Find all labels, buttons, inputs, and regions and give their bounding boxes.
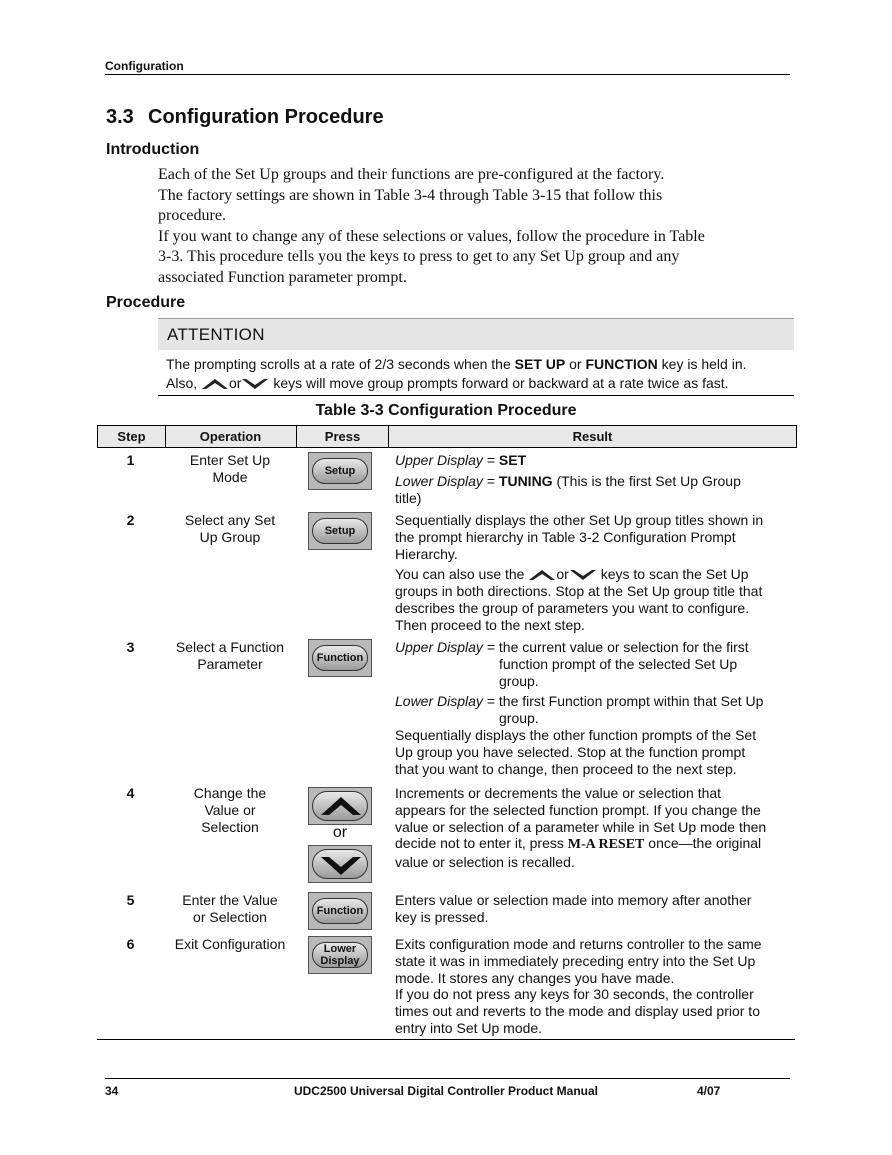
section-title-text: Configuration Procedure: [148, 106, 384, 128]
operation-text: Select a Function: [175, 639, 285, 655]
result-text: Increments or decrements the value or selection that: [395, 785, 722, 801]
attention-text-part: or: [565, 356, 586, 372]
result-text: Sequentially displays the other function prompts of the Set: [395, 726, 757, 743]
table-title: Table 3-3 Configuration Procedure: [315, 402, 577, 419]
lower-display-key: [308, 936, 372, 974]
operation-text: Exit Configuration: [174, 936, 286, 952]
setup-key-label: Setup: [312, 518, 368, 544]
introduction-heading: Introduction: [106, 141, 200, 158]
result-text: Exits configuration mode and returns controller to the same: [395, 936, 762, 952]
result-text: value or selection is recalled.: [395, 854, 575, 871]
procedure-heading: Procedure: [106, 294, 186, 311]
attention-text-part: Also,: [166, 375, 202, 391]
page-number: 34: [105, 1084, 119, 1098]
result-cell: [395, 512, 795, 634]
operation-text: Select any Set: [184, 512, 276, 528]
operation-text: Enter Set Up: [189, 452, 271, 468]
operation-cell: [167, 639, 293, 673]
result-text: entry into Set Up mode.: [395, 1019, 543, 1036]
down-arrow-icon: [569, 568, 597, 582]
attention-banner: [158, 318, 794, 350]
result-cell: [395, 639, 795, 777]
up-key: [308, 787, 372, 825]
upper-display-label: Upper Display: [395, 639, 483, 655]
operation-cell: [167, 785, 293, 835]
footer-title: UDC2500 Universal Digital Controller Product Manual: [293, 1084, 599, 1098]
operation-text: Value or: [204, 801, 256, 818]
ma-reset-key-label: M-A RESET: [567, 837, 645, 853]
introduction-text: [158, 165, 768, 288]
result-text: Hierarchy.: [395, 545, 458, 562]
running-header: Configuration: [105, 59, 184, 73]
attention-text-part: or: [229, 375, 242, 391]
function-key-label: FUNCTION: [585, 356, 658, 372]
operation-cell: [167, 892, 293, 926]
header-rule: [105, 74, 790, 75]
key-label-line: Display: [320, 955, 360, 967]
footer-rule: [105, 1078, 790, 1079]
result-text: appears for the selected function prompt. If you change the: [395, 801, 761, 818]
lower-display-key-label: [312, 942, 368, 968]
down-arrow-icon: [241, 377, 269, 391]
operation-text: Parameter: [197, 655, 263, 672]
lower-display-label: Lower Display: [395, 693, 483, 710]
operation-text: Selection: [201, 818, 259, 835]
intro-line: Each of the Set Up groups and their functions are pre-configured at the factory.: [158, 166, 665, 183]
result-text: decide not to enter it, press: [395, 835, 568, 852]
result-text: =: [482, 452, 499, 468]
function-key: [308, 892, 372, 930]
key-label-line: Lower: [323, 943, 357, 955]
result-text: key is pressed.: [395, 908, 489, 925]
operation-cell: [167, 512, 293, 546]
result-cell: [395, 892, 795, 926]
result-cell: [395, 785, 795, 871]
column-header-step: Step: [98, 426, 166, 447]
result-text: = the first Function prompt within that Set Up: [482, 693, 764, 710]
result-text: times out and reverts to the mode and display used prior to: [395, 1003, 760, 1020]
setup-key: [308, 452, 372, 490]
function-key-label: Function: [312, 898, 368, 924]
result-text: or: [556, 566, 569, 583]
operation-text: Enter the Value: [182, 892, 278, 908]
result-text: that you want to change, then proceed to the next step.: [395, 760, 737, 777]
result-text: You can also use the: [395, 566, 529, 583]
upper-display-label: Upper Display: [395, 452, 483, 468]
operation-text: Up Group: [199, 528, 261, 545]
result-text: function prompt of the selected Set Up: [499, 655, 738, 672]
result-text: the prompt hierarchy in Table 3-2 Configuration Prompt: [395, 528, 736, 545]
column-header-operation: Operation: [165, 426, 297, 447]
column-header-result: Result: [572, 429, 613, 444]
result-text: If you do not press any keys for 30 seconds, the controller: [395, 986, 754, 1003]
section-number: 3.3: [106, 106, 134, 128]
result-cell: [395, 936, 795, 1037]
result-text: (This is the first Set Up Group: [552, 472, 741, 489]
result-cell: [395, 452, 795, 506]
up-arrow-icon: [201, 377, 229, 391]
setup-key-label: Setup: [312, 458, 368, 484]
attention-title: ATTENTION: [167, 325, 265, 344]
step-number: 6: [126, 936, 135, 952]
result-text: mode. It stores any changes you have made.: [395, 969, 675, 986]
footer-date: 4/07: [697, 1084, 721, 1098]
operation-text: or Selection: [193, 908, 267, 925]
step-number: 4: [126, 785, 135, 801]
result-text: =: [482, 472, 499, 489]
operation-text: Mode: [212, 468, 248, 485]
up-arrow-icon: [309, 788, 373, 826]
result-text: describes the group of parameters you want to configure.: [395, 599, 750, 616]
result-text: Then proceed to the next step.: [395, 616, 585, 633]
intro-line: procedure.: [158, 207, 226, 224]
intro-line: The factory settings are shown in Table 3-4 through Table 3-15 that follow this: [158, 186, 663, 204]
function-key: [308, 639, 372, 677]
down-key: [308, 845, 372, 883]
result-text: once—the original: [644, 835, 762, 852]
up-arrow-icon: [528, 568, 556, 582]
operation-cell: [167, 936, 293, 953]
result-text: Sequentially displays the other Set Up group titles shown in: [395, 512, 764, 528]
attention-text-part: key is held in.: [657, 356, 747, 372]
setup-key-label: SET UP: [514, 356, 566, 372]
result-text: Up group you have selected. Stop at the function prompt: [395, 743, 746, 760]
result-value: SET: [498, 452, 527, 468]
table-header: [97, 425, 797, 448]
down-arrow-icon: [309, 846, 373, 884]
result-text: Enters value or selection made into memory after another: [395, 892, 752, 908]
table-bottom-rule: [97, 1039, 795, 1040]
section-title: [106, 106, 384, 129]
operation-cell: [167, 452, 293, 486]
lower-display-label: Lower Display: [395, 472, 483, 489]
attention-text-part: The prompting scrolls at a rate of 2/3 seconds when the: [166, 356, 515, 372]
result-text: group.: [499, 710, 539, 727]
result-text: title): [395, 489, 422, 506]
attention-rule: [158, 395, 794, 396]
step-number: 5: [126, 892, 135, 908]
result-text: value or selection of a parameter while in Set Up mode then: [395, 818, 767, 835]
operation-text: Change the: [193, 785, 267, 801]
step-number: 2: [126, 512, 135, 528]
result-value: TUNING: [498, 472, 553, 489]
attention-text: [166, 355, 791, 393]
intro-line: If you want to change any of these selections or values, follow the procedure in Table: [158, 227, 705, 245]
intro-line: 3-3. This procedure tells you the keys to press to get to any Set Up group and any: [158, 248, 680, 265]
step-number: 3: [126, 639, 135, 655]
column-header-press: Press: [297, 426, 389, 447]
or-label: or: [332, 824, 348, 841]
result-text: groups in both directions. Stop at the Set Up group title that: [395, 583, 763, 600]
step-number: 1: [126, 452, 135, 468]
result-text: = the current value or selection for the first: [482, 639, 749, 655]
setup-key: [308, 512, 372, 550]
result-text: keys to scan the Set Up: [596, 566, 749, 583]
result-text: group.: [499, 672, 539, 689]
intro-line: associated Function parameter prompt.: [158, 268, 407, 286]
function-key-label: Function: [312, 645, 368, 671]
result-text: state it was in immediately preceding entry into the Set Up: [395, 952, 756, 969]
attention-text-part: keys will move group prompts forward or backward at a rate twice as fast.: [269, 375, 729, 391]
